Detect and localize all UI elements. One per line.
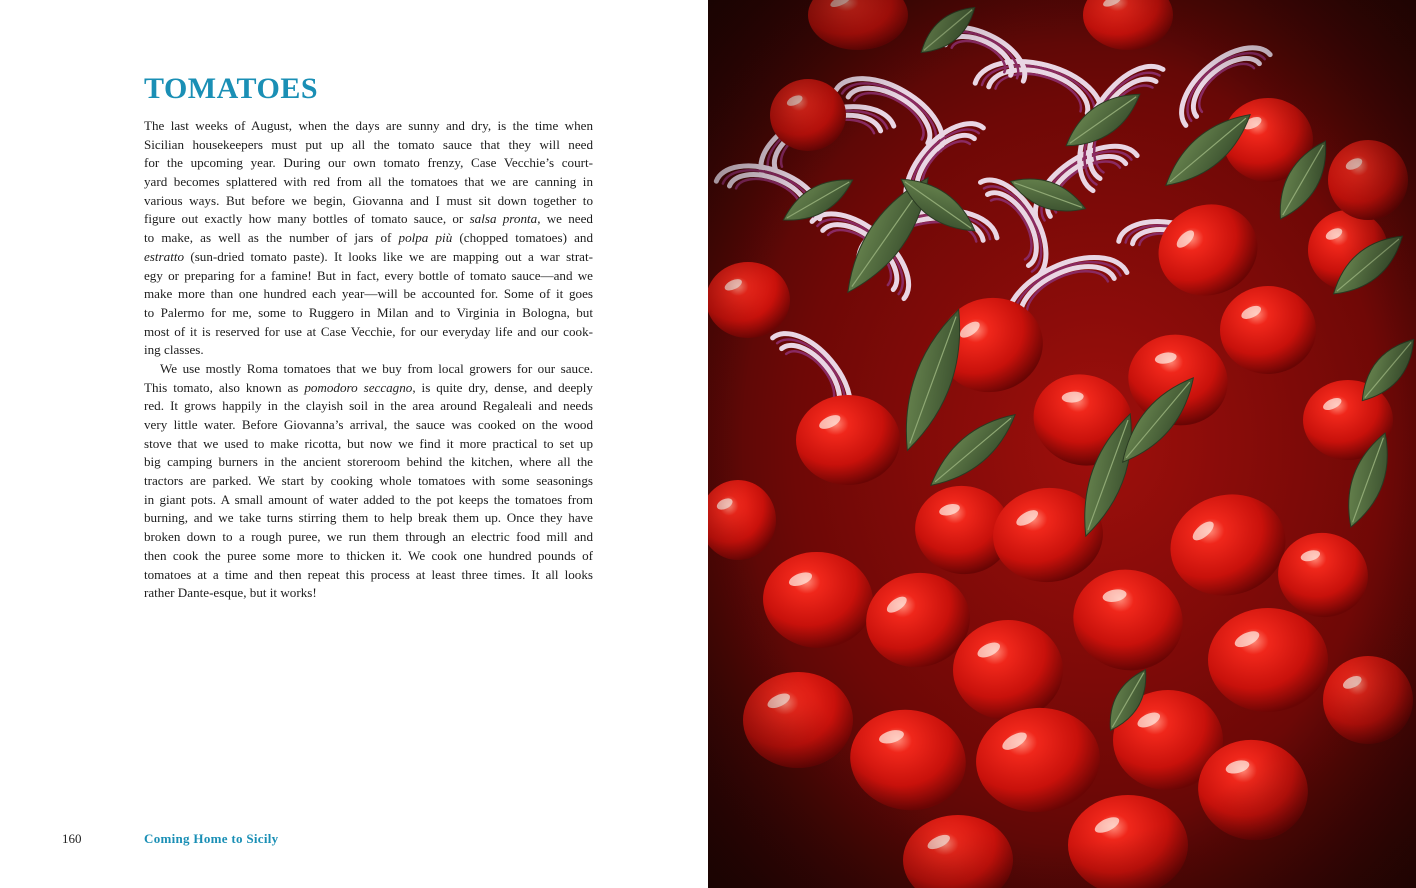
italic-term: estratto xyxy=(144,248,185,264)
page-number: 160 xyxy=(62,831,82,846)
body-line-part: (sun-dried tomato paste). It looks like we are mapping out a war strat- xyxy=(184,248,593,264)
body-line: egy or preparing for a famine! But in fact, every bottle of tomato sauce—and we xyxy=(144,267,593,283)
body-line: rather Dante-esque, but it works! xyxy=(144,585,317,601)
tomato-photo xyxy=(708,0,1416,888)
body-line: Sicilian housekeepers must put up all the tomato sauce that they will need xyxy=(144,136,593,152)
body-line: make more than one hundred each year—will be accounted for. Some of it goes xyxy=(144,286,593,302)
italic-term: salsa pronta xyxy=(469,211,538,227)
body-line: to Palermo for me, some to Ruggero in Milan and to Virginia in Bologna, but xyxy=(144,304,593,320)
photo-vignette xyxy=(708,0,1416,888)
body-line: tractors are parked. We start by cooking whole tomatoes with some seasonings xyxy=(144,473,593,489)
body-line: burning, and we take turns stirring them to help break them up. Once they have xyxy=(144,510,593,526)
body-line: then cook the puree some more to thicken it. We cook one hundred pounds of xyxy=(144,547,593,563)
body-line-part: This tomato, also known as xyxy=(144,379,305,395)
body-line: We use mostly Roma tomatoes that we buy from local growers for our sauce. xyxy=(160,360,593,376)
running-head: Coming Home to Sicily xyxy=(144,831,279,846)
body-line-part: , is quite dry, dense, and deeply xyxy=(412,379,593,395)
page-title: TOMATOES xyxy=(144,72,319,105)
body-text xyxy=(144,117,593,603)
tomato-photo-icon xyxy=(708,0,1416,888)
body-line: red. It grows happily in the clayish soil in the area around Regaleali and needs xyxy=(144,398,593,414)
body-line: most of it is reserved for use at Case Vecchie, for our everyday life and our cook- xyxy=(144,323,593,339)
body-line: yard becomes splattered with red from all the tomatoes that we are canning in xyxy=(144,174,593,190)
body-line xyxy=(144,379,593,398)
italic-term: polpa più xyxy=(398,230,453,246)
body-line xyxy=(144,210,593,229)
body-line-part: figure out exactly how many bottles of tomato sauce, or xyxy=(144,211,470,227)
body-line: for the upcoming year. During our own tomato frenzy, Case Vecchie’s court- xyxy=(144,155,593,171)
body-line xyxy=(144,248,593,267)
body-line: in giant pots. A small amount of water added to the pot keeps the tomatoes from xyxy=(144,491,593,507)
body-line: stove that we used to make ricotta, but now we find it more practical to set up xyxy=(144,435,593,451)
body-line-part: to make, as well as the number of jars of xyxy=(144,230,399,246)
body-line: various ways. But before we begin, Giovanna and I must sit down together to xyxy=(144,192,593,208)
body-line: The last weeks of August, when the days are sunny and dry, is the time when xyxy=(144,118,593,133)
body-line: very little water. Before Giovanna’s arrival, the sauce was cooked on the wood xyxy=(144,417,593,432)
italic-term: pomodoro seccagno xyxy=(304,379,413,395)
body-line: ing classes. xyxy=(144,342,204,358)
body-line: tomatoes at a time and then repeat this process at least three times. It all looks xyxy=(144,566,593,582)
body-line xyxy=(144,229,593,248)
body-line-part: , we need xyxy=(537,211,593,227)
body-line: big camping burners in the ancient storeroom behind the kitchen, where all the xyxy=(144,454,593,470)
body-line-part: (chopped tomatoes) and xyxy=(452,230,593,246)
body-line: broken down to a rough puree, we run them through an electric food mill and xyxy=(144,529,593,545)
